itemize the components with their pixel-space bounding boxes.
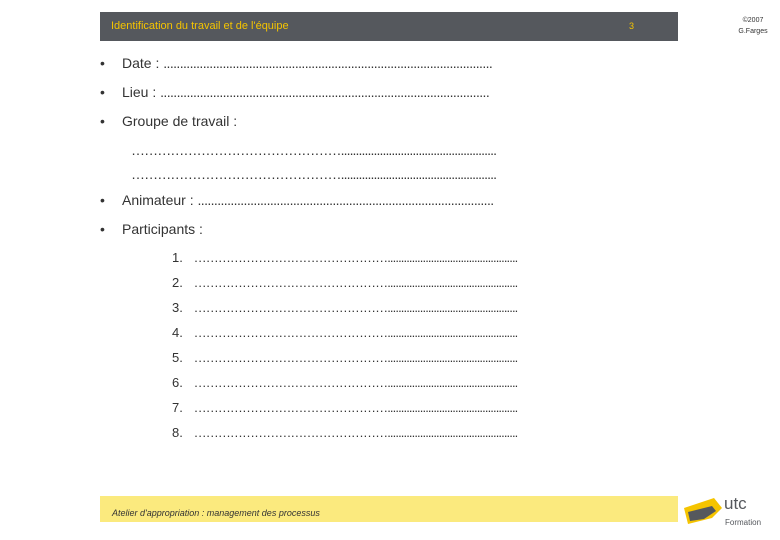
slide-title: Identification du travail et de l'équipe (111, 20, 289, 32)
slide-number: 3 (628, 21, 634, 31)
copyright-year: ©2007 (742, 17, 764, 24)
logo-subtitle: Formation (725, 518, 762, 527)
participant-line (172, 325, 517, 340)
logo-name: utc (724, 494, 747, 513)
utc-formation-logo (682, 492, 774, 532)
groupe-row (100, 113, 237, 129)
footer-text: Atelier d'appropriation : management des processus (112, 508, 320, 518)
participant-line (172, 275, 517, 290)
participant-field[interactable]: …………………………………………................................................ (193, 250, 518, 265)
bullet: • (100, 221, 105, 237)
participant-line (172, 300, 517, 315)
participant-number: 2. (172, 275, 183, 290)
participant-field[interactable]: …………………………………………................................................ (193, 375, 518, 390)
header-bar (100, 12, 678, 41)
bullet: • (100, 55, 105, 71)
participant-field[interactable]: …………………………………………................................................ (193, 350, 518, 365)
groupe-field-line-2[interactable]: ………………………………………….................................................... (131, 166, 497, 182)
copyright-author: G.Farges (738, 28, 768, 35)
participant-number: 6. (172, 375, 183, 390)
bullet: • (100, 113, 105, 129)
animateur-label: Animateur : (122, 192, 194, 208)
footer-bar (100, 496, 678, 522)
participants-row (100, 221, 203, 237)
participant-field[interactable]: …………………………………………................................................ (193, 325, 518, 340)
date-label: Date : (122, 55, 160, 71)
participant-line (172, 400, 517, 415)
participant-field[interactable]: …………………………………………................................................ (193, 275, 518, 290)
groupe-label: Groupe de travail : (122, 113, 238, 129)
participant-number: 3. (172, 300, 183, 315)
bullet: • (100, 84, 105, 100)
participant-field[interactable]: …………………………………………................................................ (193, 400, 518, 415)
lieu-field[interactable]: .................................................................................................... (160, 84, 490, 100)
participant-line (172, 375, 517, 390)
participant-number: 7. (172, 400, 183, 415)
participant-line (172, 425, 517, 440)
animateur-field[interactable]: .......................................................................................... (197, 192, 494, 208)
participant-field[interactable]: …………………………………………................................................ (193, 425, 518, 440)
participant-line (172, 350, 517, 365)
lieu-label: Lieu : (122, 84, 157, 100)
date-field[interactable]: .................................................................................................... (163, 55, 493, 71)
participants-label: Participants : (122, 221, 203, 237)
participant-number: 5. (172, 350, 183, 365)
participant-number: 4. (172, 325, 183, 340)
date-row (100, 55, 492, 71)
copyright-notice (730, 15, 776, 37)
groupe-field-line-1[interactable]: ………………………………………….................................................... (131, 142, 497, 158)
participant-field[interactable]: …………………………………………................................................ (193, 300, 518, 315)
participant-number: 1. (172, 250, 183, 265)
participant-number: 8. (172, 425, 183, 440)
bullet: • (100, 192, 105, 208)
participant-line (172, 250, 517, 265)
lieu-row (100, 84, 489, 100)
animateur-row (100, 192, 494, 208)
